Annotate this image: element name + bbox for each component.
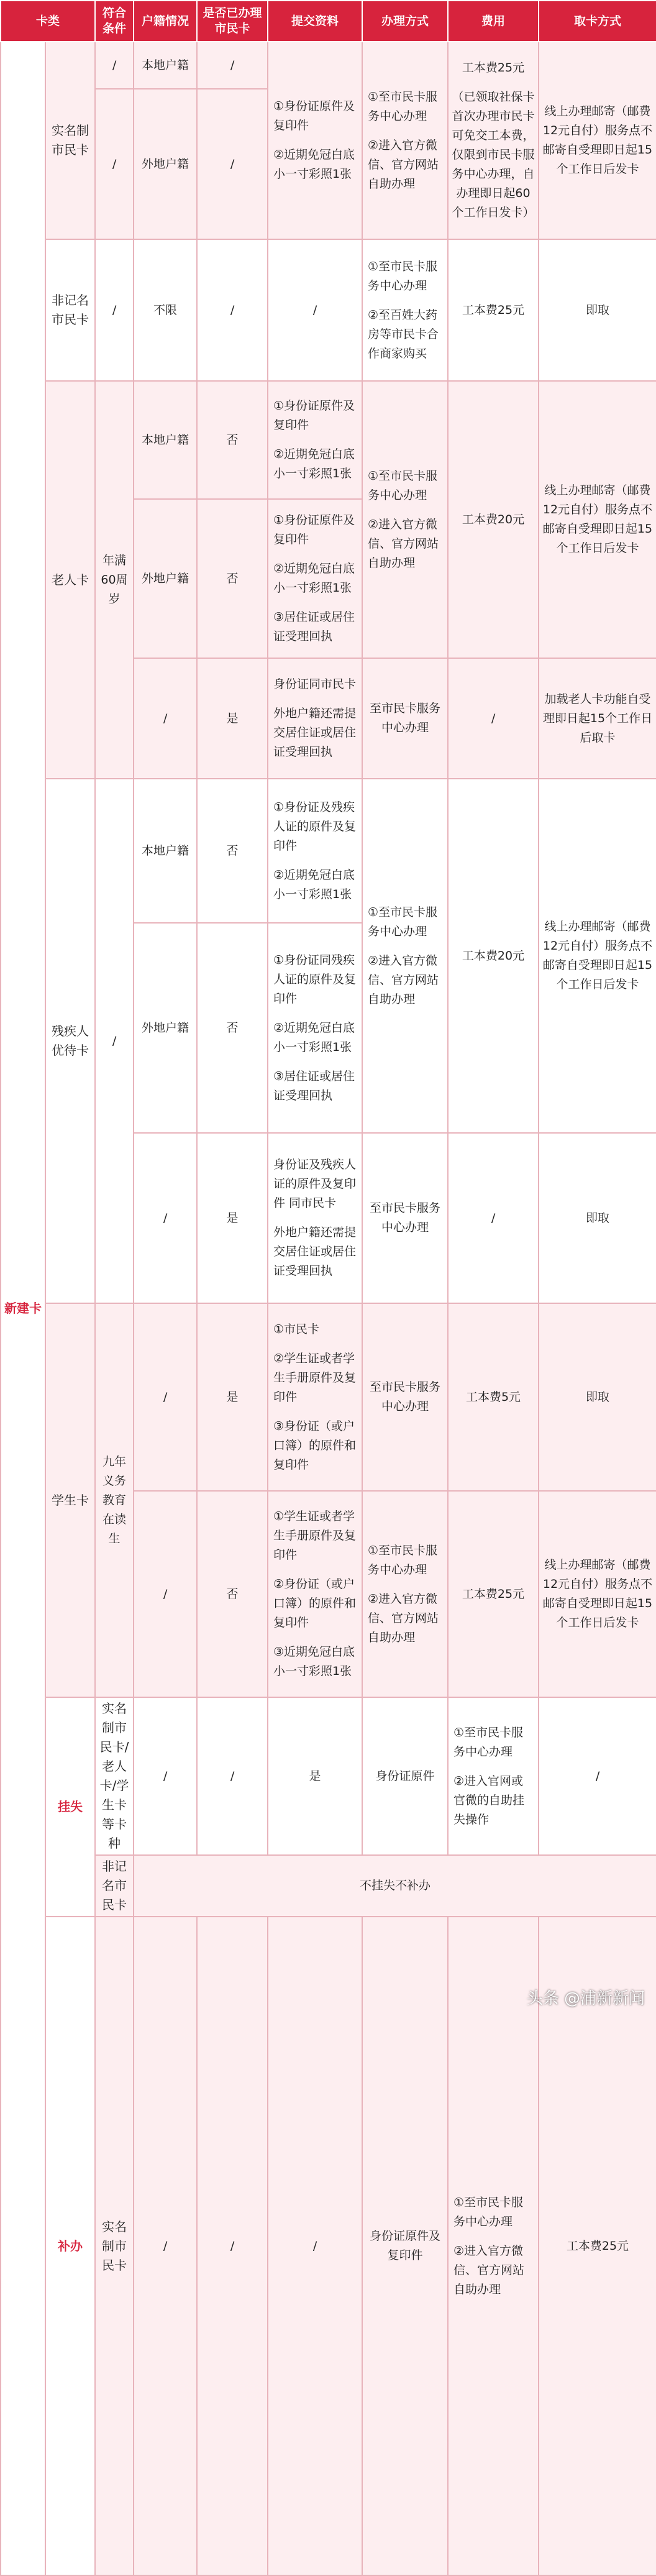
table-row: [1, 1855, 656, 1917]
cell-eligibility: /: [95, 239, 134, 381]
cell-method: ①至市民卡服务中心办理 ②至百姓大药房等市民卡合作商家购买: [362, 239, 448, 381]
header-hukou: 户籍情况: [134, 1, 197, 42]
cell-method: ①至市民卡服务中心办理 ②进入官方微信、官方网站自助办理: [362, 42, 448, 239]
table-row: [1, 42, 656, 89]
cell-method: ①至市民卡服务中心办理 ②进入官方微信、官方网站自助办理: [362, 381, 448, 658]
section-new-card: 新建卡: [1, 42, 45, 2575]
cell-eligibility: /: [134, 1917, 197, 2575]
card-lost-anonymous: 非记名市民卡: [95, 1855, 134, 1917]
table-row: [1, 779, 656, 923]
table-row: [1, 1303, 656, 1491]
table-row: [1, 1697, 656, 1855]
cell-materials: 身份证原件及复印件: [362, 1917, 448, 2575]
cell-fee: /: [448, 1133, 539, 1303]
card-elder: 老人卡: [45, 381, 95, 779]
cell-materials: ①身份证原件及复印件 ②近期免冠白底小一寸彩照1张: [268, 42, 362, 239]
cell-hukou: /: [134, 1133, 197, 1303]
cell-method: 至市民卡服务中心办理: [362, 658, 448, 779]
cell-fee: 工本费5元: [448, 1303, 539, 1491]
cell-method: ①至市民卡服务中心办理 ②进入官方微信、官方网站自助办理: [362, 1491, 448, 1697]
cell-materials: ①学生证或者学生手册原件及复印件 ②身份证（或户口簿）的原件和复印件 ③近期免冠白底小一寸彩照1张: [268, 1491, 362, 1697]
cell-has-card: 是: [197, 658, 268, 779]
cell-has-card: 否: [197, 381, 268, 499]
cell-hukou: /: [134, 1491, 197, 1697]
section-lost: 挂失: [45, 1697, 95, 1917]
cell-hukou: /: [134, 658, 197, 779]
cell-method: 至市民卡服务中心办理: [362, 1133, 448, 1303]
table-row: [1, 239, 656, 381]
cell-has-card: 否: [197, 1491, 268, 1697]
cell-hukou: 外地户籍: [134, 923, 197, 1133]
cell-has-card: 否: [197, 923, 268, 1133]
header-row: [1, 1, 656, 42]
cell-fee: 工本费20元: [448, 381, 539, 658]
cell-hukou: 本地户籍: [134, 779, 197, 923]
cell-method: ①至市民卡服务中心办理 ②进入官网或官微的自助挂失操作: [448, 1697, 539, 1855]
cell-method: 至市民卡服务中心办理: [362, 1303, 448, 1491]
cell-materials: 身份证原件: [362, 1697, 448, 1855]
cell-eligibility: /: [134, 1697, 197, 1855]
section-reissue: 补办: [45, 1917, 95, 2575]
cell-hukou: /: [134, 1303, 197, 1491]
cell-hukou: /: [197, 1917, 268, 2575]
header-pickup: 取卡方式: [539, 1, 656, 42]
card-lost-types: 实名制市民卡/老人卡/学生卡等卡种: [95, 1697, 134, 1855]
cell-eligibility: 年满60周岁: [95, 381, 134, 779]
cell-hukou: 外地户籍: [134, 89, 197, 239]
cell-hukou: /: [197, 1697, 268, 1855]
header-has-card: 是否已办理市民卡: [197, 1, 268, 42]
cell-eligibility: 九年义务教育在读生: [95, 1303, 134, 1697]
cell-pickup: 即取: [539, 239, 656, 381]
cell-materials: 身份证同市民卡 外地户籍还需提交居住证或居住证受理回执: [268, 658, 362, 779]
cell-eligibility: /: [95, 42, 134, 89]
cell-hukou: 不限: [134, 239, 197, 381]
cell-materials: ①身份证同残疾人证的原件及复印件 ②近期免冠白底小一寸彩照1张 ③居住证或居住证受理回执: [268, 923, 362, 1133]
header-fee: 费用: [448, 1, 539, 42]
cell-eligibility: /: [95, 779, 134, 1303]
cell-materials: ①身份证原件及复印件 ②近期免冠白底小一寸彩照1张 ③居住证或居住证受理回执: [268, 499, 362, 658]
card-disabled: 残疾人优待卡: [45, 779, 95, 1303]
watermark: 头条 @浦新新闻: [526, 1989, 645, 2008]
table-row: [1, 381, 656, 499]
cell-pickup: 线上办理邮寄（邮费12元自付）服务点不邮寄自受理即日起15个工作日后发卡: [539, 42, 656, 239]
header-method: 办理方式: [362, 1, 448, 42]
card-student: 学生卡: [45, 1303, 95, 1697]
cell-has-card: /: [197, 239, 268, 381]
cell-has-card: 是: [197, 1303, 268, 1491]
cell-fee: 工本费25元: [539, 1917, 656, 2575]
header-card-type: 卡类: [1, 1, 95, 42]
cell-materials: ①身份证原件及复印件 ②近期免冠白底小一寸彩照1张: [268, 381, 362, 499]
card-realname: 实名制市民卡: [45, 42, 95, 239]
cell-pickup: 线上办理邮寄（邮费12元自付）服务点不邮寄自受理即日起15个工作日后发卡: [539, 381, 656, 658]
cell-hukou: 外地户籍: [134, 499, 197, 658]
cell-fee: /: [539, 1697, 656, 1855]
cell-hukou: 本地户籍: [134, 42, 197, 89]
cell-lost-note: 不挂失不补办: [134, 1855, 656, 1917]
cell-has-card: 是: [268, 1697, 362, 1855]
cell-pickup: 即取: [539, 1303, 656, 1491]
cell-eligibility: /: [95, 89, 134, 239]
cell-has-card: 否: [197, 779, 268, 923]
cell-fee: 工本费25元 （已领取社保卡首次办理市民卡可免交工本费，仅限到市民卡服务中心办理，自办理即日起60个工作日发卡）: [448, 42, 539, 239]
cell-materials: ①身份证及残疾人证的原件及复印件 ②近期免冠白底小一寸彩照1张: [268, 779, 362, 923]
cell-has-card: /: [268, 1917, 362, 2575]
cell-fee: /: [448, 658, 539, 779]
cell-fee: 工本费25元: [448, 239, 539, 381]
card-reissue: 实名制市民卡: [95, 1917, 134, 2575]
cell-has-card: /: [197, 89, 268, 239]
cell-method: ①至市民卡服务中心办理 ②进入官方微信、官方网站自助办理: [362, 779, 448, 1133]
cell-pickup: 加载老人卡功能自受理即日起15个工作日后取卡: [539, 658, 656, 779]
cell-has-card: 否: [197, 499, 268, 658]
cell-pickup: 线上办理邮寄（邮费12元自付）服务点不邮寄自受理即日起15个工作日后发卡: [539, 1491, 656, 1697]
header-materials: 提交资料: [268, 1, 362, 42]
cell-materials: ①市民卡 ②学生证或者学生手册原件及复印件 ③身份证（或户口簿）的原件和复印件: [268, 1303, 362, 1491]
cell-has-card: /: [197, 42, 268, 89]
cell-pickup: 线上办理邮寄（邮费12元自付）服务点不邮寄自受理即日起15个工作日后发卡: [539, 779, 656, 1133]
cell-method: ①至市民卡服务中心办理 ②进入官方微信、官方网站自助办理: [448, 1917, 539, 2575]
table-row: [1, 1917, 656, 2575]
cell-has-card: 是: [197, 1133, 268, 1303]
cell-materials: 身份证及残疾人证的原件及复印件 同市民卡 外地户籍还需提交居住证或居住证受理回执: [268, 1133, 362, 1303]
cell-fee: 工本费25元: [448, 1491, 539, 1697]
cell-materials: /: [268, 239, 362, 381]
card-anonymous: 非记名市民卡: [45, 239, 95, 381]
cell-hukou: 本地户籍: [134, 381, 197, 499]
cell-fee: 工本费20元: [448, 779, 539, 1133]
header-eligibility: 符合条件: [95, 1, 134, 42]
cell-pickup: 即取: [539, 1133, 656, 1303]
